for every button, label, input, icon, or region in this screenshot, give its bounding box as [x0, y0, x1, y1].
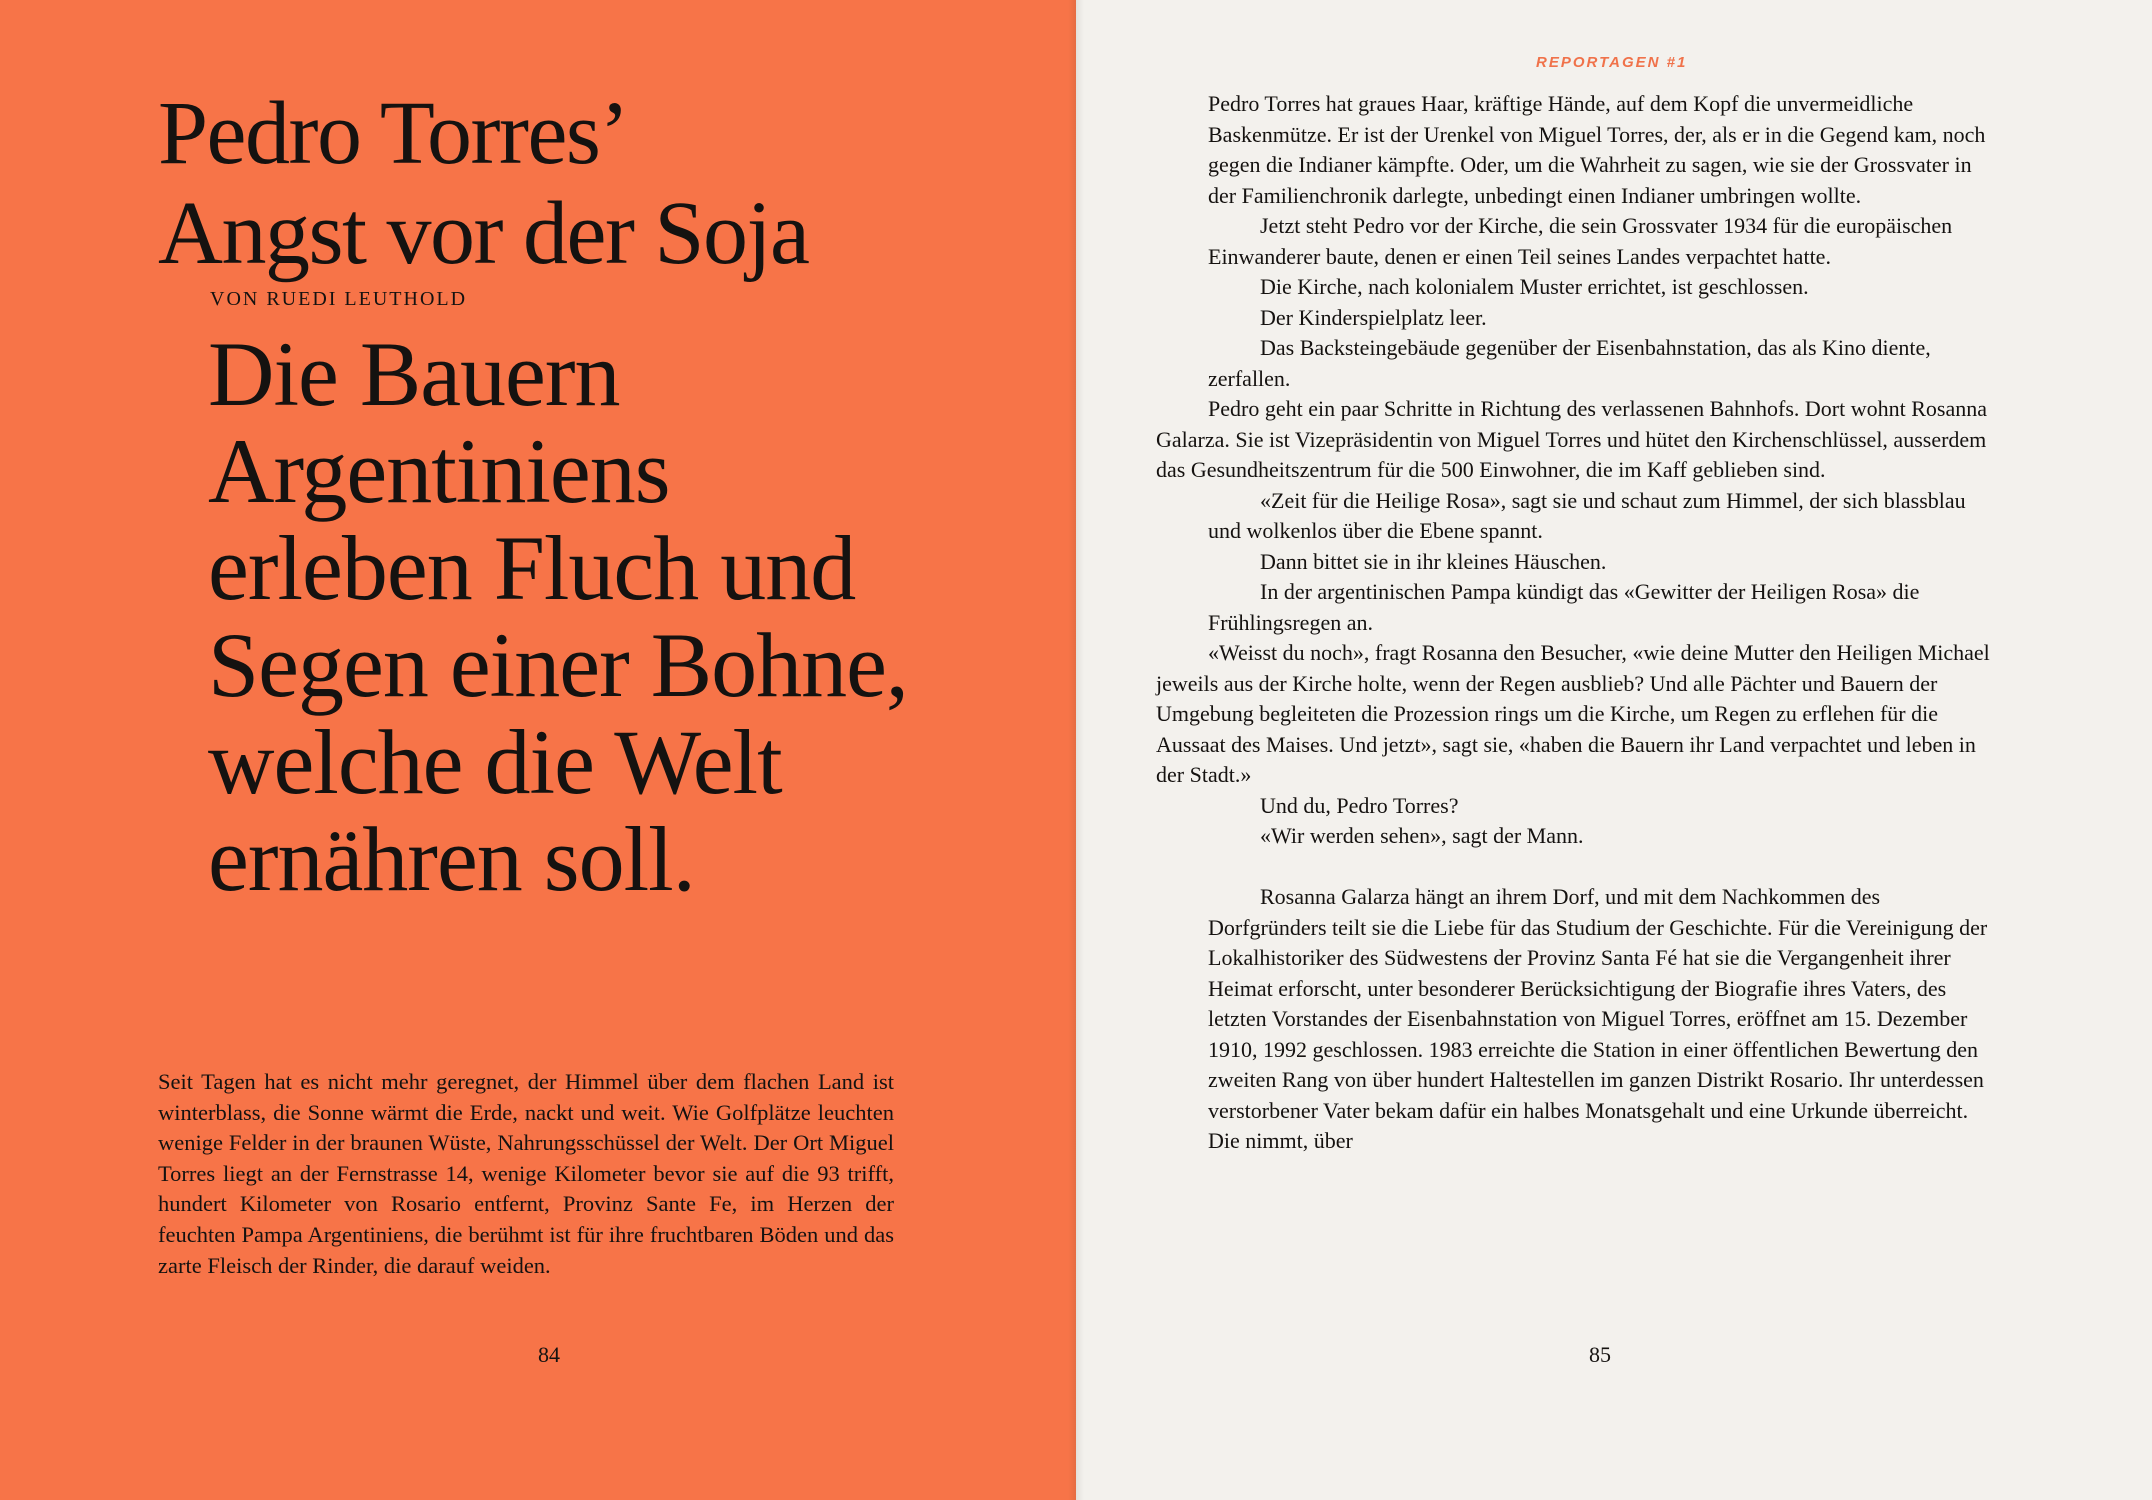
section-break	[1208, 852, 1997, 883]
body-paragraph: Der Kinderspielplatz leer.	[1260, 304, 1487, 330]
body-paragraph: «Zeit für die Heilige Rosa», sagt sie und schaut zum Himmel, der sich blassblau und wolkenlos über die Ebene spannt.	[1208, 487, 1966, 543]
running-head: REPORTAGEN #1	[1536, 54, 1688, 71]
intro-paragraph: Seit Tagen hat es nicht mehr geregnet, der Himmel über dem flachen Land ist winterblass, die Sonne wärmt die Erde, nackt und weit. Wie Golfplätze leuchten wenige Felder in der braunen Wüste, Nahrungsschüssel der Welt. Der Ort Miguel Torres liegt an der Fernstrasse 14, wenige Kilometer bevor sie auf die 93 trifft, hundert Kilometer von Rosario entfernt, Provinz Sante Fe, im Herzen der feuchten Pampa Argentiniens, die berühmt ist für ihre fruchtbaren Böden und das zarte Fleisch der Rinder, die darauf weiden.	[158, 1069, 894, 1278]
lead-line: ernähren soll.	[208, 808, 695, 910]
lead-line: Segen einer Bohne,	[208, 614, 908, 716]
body-paragraph: «Wir werden sehen», sagt der Mann.	[1260, 823, 1584, 848]
body-paragraph: Dann bittet sie in ihr kleines Häuschen.	[1260, 548, 1607, 574]
lead-line: welche die Welt	[208, 711, 782, 813]
page-number-left: 84	[538, 1342, 560, 1367]
lead-text	[208, 323, 988, 910]
body-paragraph: In der argentinischen Pampa kündigt das «Gewitter der Heiligen Rosa» die Frühlingsregen an.	[1208, 579, 1920, 635]
body-paragraph: Rosanna Galarza hängt an ihrem Dorf, und mit dem Nachkommen des Dorfgründers teilt sie die Liebe für das Studium der Geschichte. Für die Vereinigung der Lokalhistoriker des Südwestens der Provinz Santa Fé hat sie die Vergangenheit ihrer Heimat erforscht, unter besonderer Berücksichtigung der Biografie ihres Vaters, des letzten Vorstandes der Eisenbahnstation von Miguel Torres, eröffnet am 15. Dezember 1910, 1992 geschlossen. 1983 erreichte die Station in einer öffentlichen Bewertung den zweiten Rang von über hundert Haltestellen im ganzen Distrikt Rosario. Ihr unterdessen verstorbener Vater bekam dafür ein halbes Monatsgehalt und eine Urkunde überreicht. Die nimmt, über	[1208, 884, 1988, 1153]
body-paragraph: «Weisst du noch», fragt Rosanna den Besucher, «wie deine Mutter den Heiligen Michael jeweils aus der Kirche holte, wenn der Regen ausblieb? Und alle Pächter und Bauern der Umgebung begleiteten die Prozession rings um die Kirche, um Regen zu erflehen für die Aussaat des Maises. Und jetzt», sagt sie, «haben die Bauern ihr Land verpachtet und leben in der Stadt.»	[1156, 640, 1990, 787]
lead-line: Die Bauern	[208, 323, 620, 425]
gutter-shadow	[1068, 0, 1084, 1500]
article-title	[158, 84, 978, 284]
title-line: Pedro Torres’	[158, 84, 628, 183]
lead-line: Argentiniens	[208, 420, 670, 522]
lead-line: erleben Fluch und	[208, 517, 856, 619]
body-paragraph: Pedro Torres hat graues Haar, kräftige Hände, auf dem Kopf die unvermeidliche Baskenmütze. Er ist der Urenkel von Miguel Torres, der, als er in die Gegend kam, noch gegen die Indianer kämpfte. Oder, um die Wahrheit zu sagen, wie sie der Grossvater in der Familienchronik darlegte, unbedingt einen Indianer umbringen wollte.	[1208, 91, 1986, 208]
body-paragraph: Pedro geht ein paar Schritte in Richtung des verlassenen Bahnhofs. Dort wohnt Rosanna Galarza. Sie ist Vizepräsidentin von Miguel Torres und hütet den Kirchenschlüssel, ausserdem das Gesundheitszentrum für die 500 Einwohner, die im Kaff geblieben sind.	[1156, 396, 1988, 482]
byline: VON RUEDI LEUTHOLD	[210, 288, 468, 310]
title-line: Angst vor der Soja	[158, 184, 809, 283]
body-text-column	[1156, 89, 1997, 1157]
body-paragraph: Die Kirche, nach kolonialem Muster errichtet, ist geschlossen.	[1260, 274, 1809, 299]
page-number-right: 85	[1589, 1342, 1611, 1367]
body-paragraph: Und du, Pedro Torres?	[1260, 792, 1459, 818]
body-paragraph: Jetzt steht Pedro vor der Kirche, die sein Grossvater 1934 für die europäischen Einwanderer baute, denen er einen Teil seines Landes verpachtet hatte.	[1208, 213, 1953, 269]
body-paragraph: Das Backsteingebäude gegenüber der Eisenbahnstation, das als Kino diente, zerfallen.	[1208, 335, 1931, 391]
